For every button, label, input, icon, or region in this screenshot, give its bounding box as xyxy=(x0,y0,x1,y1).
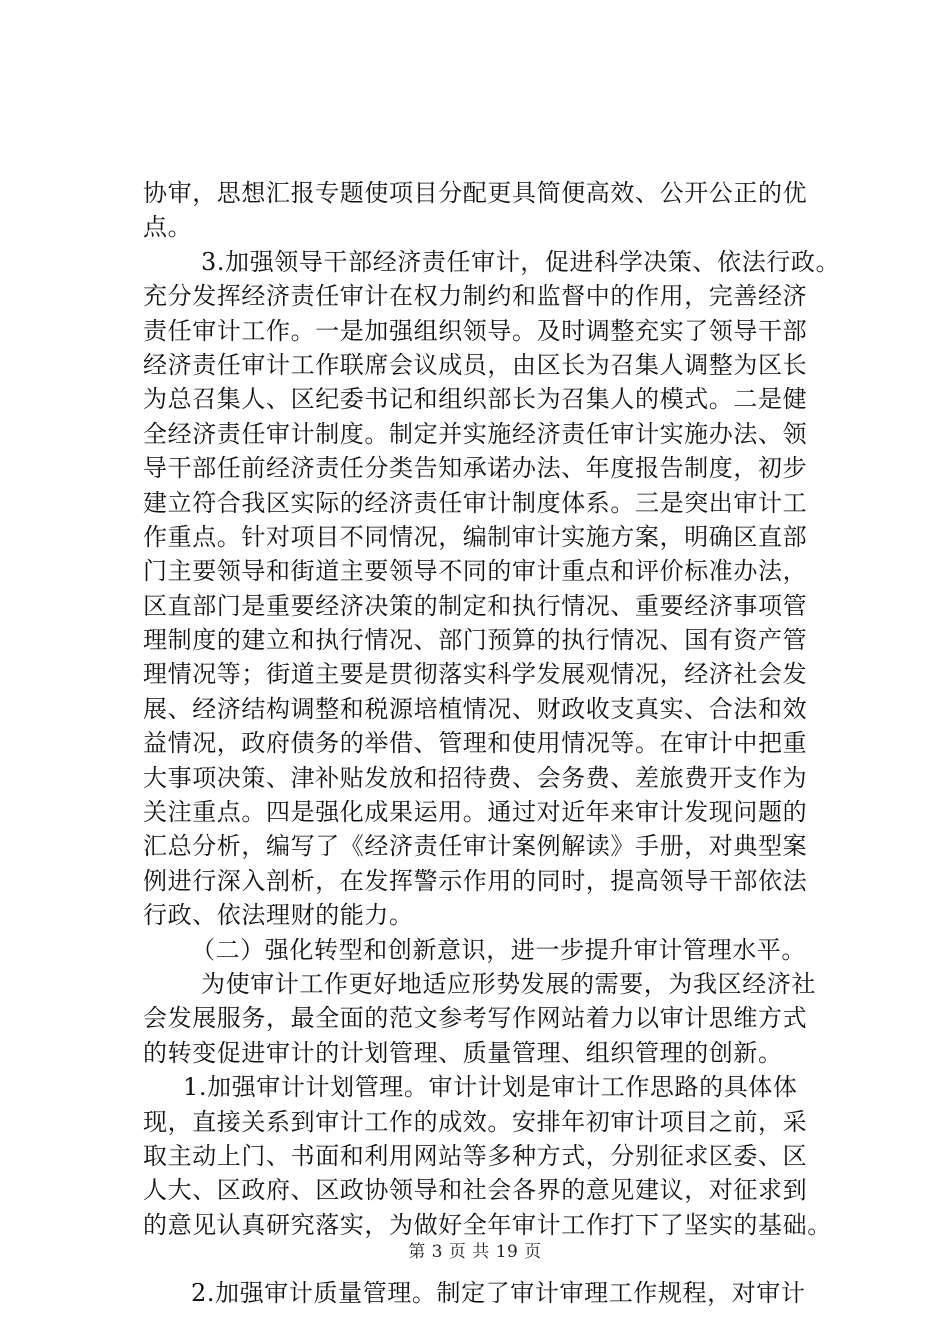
text-line: 全经济责任审计制度。制定并实施经济责任审计实施办法、领 xyxy=(143,419,808,448)
text-line: 作重点。针对项目不同情况，编制审计实施方案，明确区直部 xyxy=(143,522,808,551)
text-line: 理情况等；街道主要是贯彻落实科学发展观情况，经济社会发 xyxy=(143,660,808,689)
text-line: 大事项决策、津补贴发放和招待费、会务费、差旅费开支作为 xyxy=(143,763,808,792)
text-line: 现，直接关系到审计工作的成效。安排年初审计项目之前，采 xyxy=(143,1107,808,1136)
text-line: 例进行深入剖析，在发挥警示作用的同时，提高领导干部依法 xyxy=(143,866,808,895)
text-line: 门主要领导和街道主要领导不同的审计重点和评价标准办法， xyxy=(143,557,808,586)
text-line: 人大、区政府、区政协领导和社会各界的意见建议，对征求到 xyxy=(143,1176,808,1205)
text-line: 展、经济结构调整和税源培植情况、财政收支真实、合法和效 xyxy=(143,694,808,723)
page-footer: 第 3 页 共 19 页 xyxy=(408,1242,542,1262)
text-line: 关注重点。四是强化成果运用。通过对近年来审计发现问题的 xyxy=(143,798,808,827)
text-line: 3.加强领导干部经济责任审计，促进科学决策、依法行政。 xyxy=(201,247,841,276)
text-line: 区直部门是重要经济决策的制定和执行情况、重要经济事项管 xyxy=(143,591,808,620)
text-line: 协审，思想汇报专题使项目分配更具简便高效、公开公正的优 xyxy=(143,179,808,207)
text-line: 为使审计工作更好地适应形势发展的需要，为我区经济社 xyxy=(201,969,816,998)
text-line: 建立符合我区实际的经济责任审计制度体系。三是突出审计工 xyxy=(143,488,808,517)
text-line: 汇总分析，编写了《经济责任审计案例解读》手册，对典型案 xyxy=(143,832,808,861)
text-line: 益情况，政府债务的举借、管理和使用情况等。在审计中把重 xyxy=(143,729,808,758)
text-line: 责任审计工作。一是加强组织领导。及时调整充实了领导干部 xyxy=(143,316,808,345)
section-heading: （二）强化转型和创新意识，进一步提升审计管理水平。 xyxy=(191,935,806,964)
text-line: 导干部任前经济责任分类告知承诺办法、年度报告制度，初步 xyxy=(143,454,808,483)
text-line: 的转变促进审计的计划管理、质量管理、组织管理的创新。 xyxy=(143,1038,783,1067)
text-line: 2.加强审计质量管理。制定了审计审理工作规程，对审计 xyxy=(191,1279,806,1308)
document-body xyxy=(143,176,843,1311)
text-line: 的意见认真研究落实，为做好全年审计工作打下了坚实的基础。 xyxy=(143,1210,832,1239)
text-line: 行政、依法理财的能力。 xyxy=(143,901,414,930)
text-line: 理制度的建立和执行情况、部门预算的执行情况、国有资产管 xyxy=(143,626,808,655)
text-line: 点。 xyxy=(143,213,193,242)
text-line: 为总召集人、区纪委书记和组织部长为召集人的模式。二是健 xyxy=(143,385,808,414)
text-line: 1.加强审计计划管理。审计计划是审计工作思路的具体体 xyxy=(183,1073,798,1102)
text-line: 经济责任审计工作联席会议成员，由区长为召集人调整为区长 xyxy=(143,350,808,379)
text-line: 充分发挥经济责任审计在权力制约和监督中的作用，完善经济 xyxy=(143,282,808,311)
text-line: 会发展服务，最全面的范文参考写作网站着力以审计思维方式 xyxy=(143,1004,808,1033)
text-line: 取主动上门、书面和利用网站等多种方式，分别征求区委、区 xyxy=(143,1141,808,1170)
